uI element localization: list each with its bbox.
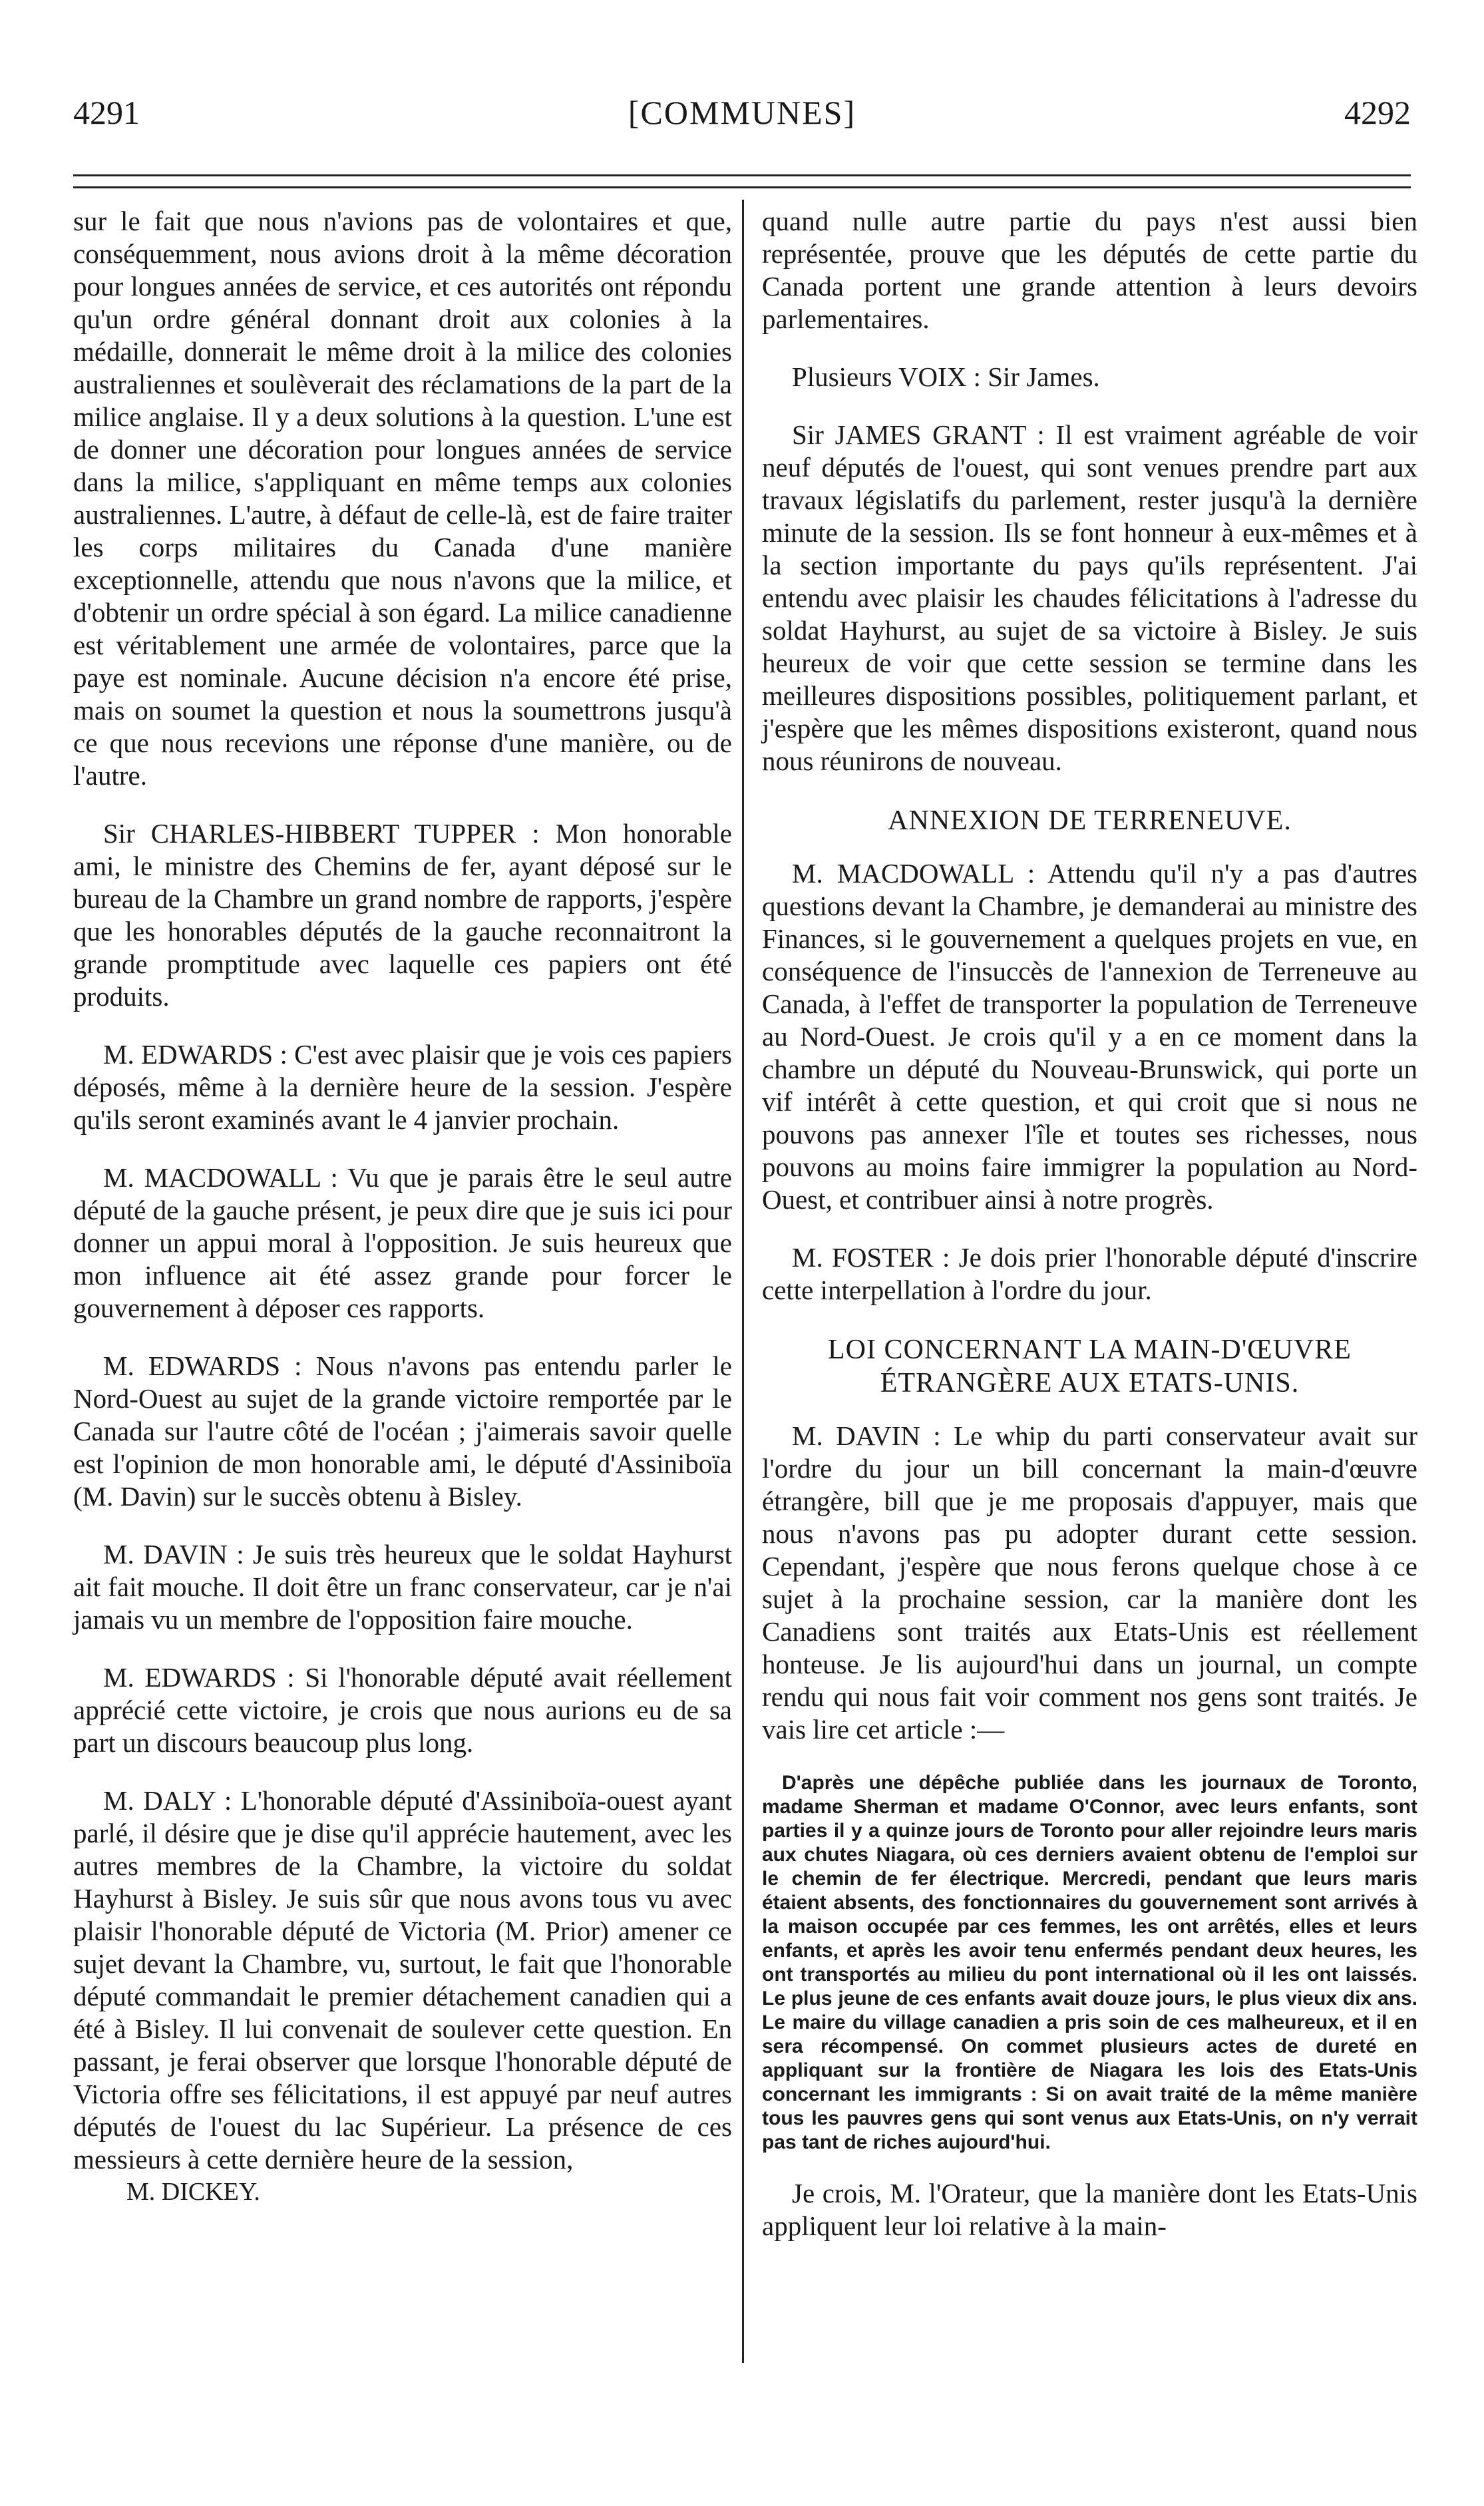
section-heading-newfoundland: ANNEXION DE TERRENEUVE. xyxy=(888,805,1292,836)
paragraph-davin-2: M. DAVIN : Le whip du parti conservateur avait sur l'ordre du jour un bill concernant la main-d'œuvre étrangère, bill que je me proposais d'appuyer, mais que nous n'avons pas pu adopter durant cette session. Cependant, j'espère que nous ferons quelque chose à ce sujet à la prochaine session, car la manière dont les Canadiens sont traités aux Etats-Unis est réellement honteuse. Je lis aujourd'hui dans un journal, un compte rendu qui nous fait voir comment nos gens sont traités. Je vais lire cet article :— xyxy=(762,1420,1417,1745)
page-header xyxy=(73,93,1411,140)
paragraph-foster: M. FOSTER : Je dois prier l'honorable député d'inscrire cette interpellation à l'ordre du jour. xyxy=(762,1242,1417,1305)
left-page-number: 4291 xyxy=(73,94,140,131)
paragraph-edwards-2: M. EDWARDS : Nous n'avons pas entendu parler le Nord-Ouest au sujet de la grande victoire remportée par le Canada sur l'autre côté de l'océan ; j'aimerais savoir quelle est l'opinion de mon honorable ami, le député d'Assiniboïa (M. Davin) sur le succès obtenu à Bisley. xyxy=(73,1351,732,1512)
paragraph-edwards-1: M. EDWARDS : C'est avec plaisir que je vois ces papiers déposés, même à la dernière heure de la session. J'espère qu'ils seront examinés avant le 4 janvier prochain. xyxy=(73,1039,732,1135)
paragraph-davin-1: M. DAVIN : Je suis très heureux que le soldat Hayhurst ait fait mouche. Il doit être un franc conservateur, car je n'ai jamais vu un membre de l'opposition faire mouche. xyxy=(73,1539,732,1635)
paragraph-voices: Plusieurs VOIX : Sir James. xyxy=(792,361,1100,392)
left-column xyxy=(73,205,732,2208)
paragraph-tupper: Sir CHARLES-HIBBERT TUPPER : Mon honorable ami, le ministre des Chemins de fer, ayant déposé sur le bureau de la Chambre un grand nombre de rapports, j'espère que les honorables députés de la gauche reconnaitront la grande promptitude avec laquelle ces papiers ont été produits. xyxy=(73,818,732,1012)
quoted-article: D'après une dépêche publiée dans les journaux de Toronto, madame Sherman et madame O'Connor, avec leurs enfants, sont parties il y a quinze jours de Toronto pour aller rejoindre leurs maris aux chutes Niagara, où ces derniers avaient obtenu de l'emploi sur le chemin de fer électrique. Mercredi, pendant que leurs maris étaient absents, des fonctionnaires du gouvernement sont arrivés à la maison occupée par ces femmes, les ont arrêtés, elles et leurs enfants, et après les avoir tenu enfermés pendant deux heures, les ont transportés au milieu du pont international où il les ont laissés. Le plus jeune de ces enfants avait douze jours, le plus vieux dix ans. Le maire du village canadien a pris soin de ces malheureux, et il en sera récompensé. On commet plusieurs actes de dureté en appliquant sur la frontière de Niagara les lois des Etats-Unis concernant les immigrants : Si on avait traité de la même manière tous les pauvres gens qui sont venus aux Etats-Unis, on n'y verrait pas tant de riches aujourd'hui. xyxy=(762,1772,1417,2153)
printer-signature: M. DICKEY. xyxy=(126,2178,260,2206)
right-page-number: 4292 xyxy=(1344,94,1411,131)
paragraph-continuation: sur le fait que nous n'avions pas de volontaires et que, conséquemment, nous avions droit à la même décoration pour longues années de service, et ces autorités ont répondu qu'un ordre général donnant droit aux colonies à la médaille, donnerait le même droit à la milice des colonies australiennes et soulèverait des réclamations de la part de la milice anglaise. Il y a deux solutions à la question. L'une est de donner une décoration pour longues années de service dans la milice, s'appliquant en même temps aux colonies australiennes. L'autre, à défaut de celle-là, est de faire traiter les corps militaires du Canada d'une manière exceptionnelle, attendu que nous n'avons que la milice, et d'obtenir un ordre spécial à son égard. La milice canadienne est véritablement une armée de volontaires, parce que la paye est nominale. Aucune décision n'a encore été prise, mais on soumet la question et nous la soumettrons jusqu'à ce que nous recevions une réponse d'une manière, ou de l'autre. xyxy=(73,206,732,791)
page-title: [COMMUNES] xyxy=(628,94,856,131)
paragraph-closing: Je crois, M. l'Orateur, que la manière dont les Etats-Unis appliquent leur loi relative à la main- xyxy=(762,2178,1417,2241)
column-divider xyxy=(742,200,744,2363)
section-heading-labour-law: LOI CONCERNANT LA MAIN-D'ŒUVRE ÉTRANGÈRE AUX ETATS-UNIS. xyxy=(828,1335,1352,1398)
paragraph-grant: Sir JAMES GRANT : Il est vraiment agréable de voir neuf députés de l'ouest, qui sont venues prendre part aux travaux législatifs du parlement, rester jusqu'à la dernière minute de la session. Ils se font honneur à eux-mêmes et à la section importante du pays qu'ils représentent. J'ai entendu avec plaisir les chaudes félicitations à l'adresse du soldat Hayhurst, au sujet de sa victoire à Bisley. Je suis heureux de voir que cette session se termine dans les meilleures dispositions possibles, politiquement parlant, et j'espère que les mêmes dispositions existeront, quand nous nous réunirons de nouveau. xyxy=(762,419,1417,776)
paragraph-continuation-right: quand nulle autre partie du pays n'est aussi bien représentée, prouve que les députés de cette partie du Canada portent une grande attention à leurs devoirs parlementaires. xyxy=(762,206,1417,334)
paragraph-macdowall-1: M. MACDOWALL : Vu que je parais être le seul autre député de la gauche présent, je peux dire que je suis ici pour donner un appui moral à l'opposition. Je suis heureux que mon influence ait été assez grande pour forcer le gouvernement à déposer ces rapports. xyxy=(73,1162,732,1323)
paragraph-edwards-3: M. EDWARDS : Si l'honorable député avait réellement apprécié cette victoire, je crois que nous aurions eu de sa part un discours beaucoup plus long. xyxy=(73,1662,732,1758)
right-column xyxy=(762,205,1417,2268)
header-rule-bottom xyxy=(73,186,1411,188)
header-rule-top xyxy=(73,174,1411,176)
paragraph-macdowall-2: M. MACDOWALL : Attendu qu'il n'y a pas d'autres questions devant la Chambre, je demanderai au ministre des Finances, si le gouvernement a quelques projets en vue, en conséquence de l'insuccès de l'annexion de Terreneuve au Canada, à l'effet de transporter la population de Terreneuve au Nord-Ouest. Je crois qu'il y a en ce moment dans la chambre un député du Nouveau-Brunswick, qui porte un vif intérêt à cette question, et qui croit que si nous ne pouvons pas annexer l'île et toutes ses richesses, nous pouvons au moins faire immigrer la population au Nord-Ouest, et contribuer ainsi à notre progrès. xyxy=(762,858,1417,1215)
paragraph-daly: M. DALY : L'honorable député d'Assiniboïa-ouest ayant parlé, il désire que je dise qu'il apprécie hautement, avec les autres membres de la Chambre, la victoire du soldat Hayhurst à Bisley. Je suis sûr que nous avons tous vu avec plaisir l'honorable député de Victoria (M. Prior) amener ce sujet devant la Chambre, vu, surtout, le fait que l'honorable député commandait le premier détachement canadien qui a été à Bisley. Il lui convenait de soulever cette question. En passant, je ferai observer que lorsque l'honorable député de Victoria offre ses félicitations, il est appuyé par neuf autres députés de l'ouest du lac Supérieur. La présence de ces messieurs à cette dernière heure de la session, xyxy=(73,1785,732,2175)
